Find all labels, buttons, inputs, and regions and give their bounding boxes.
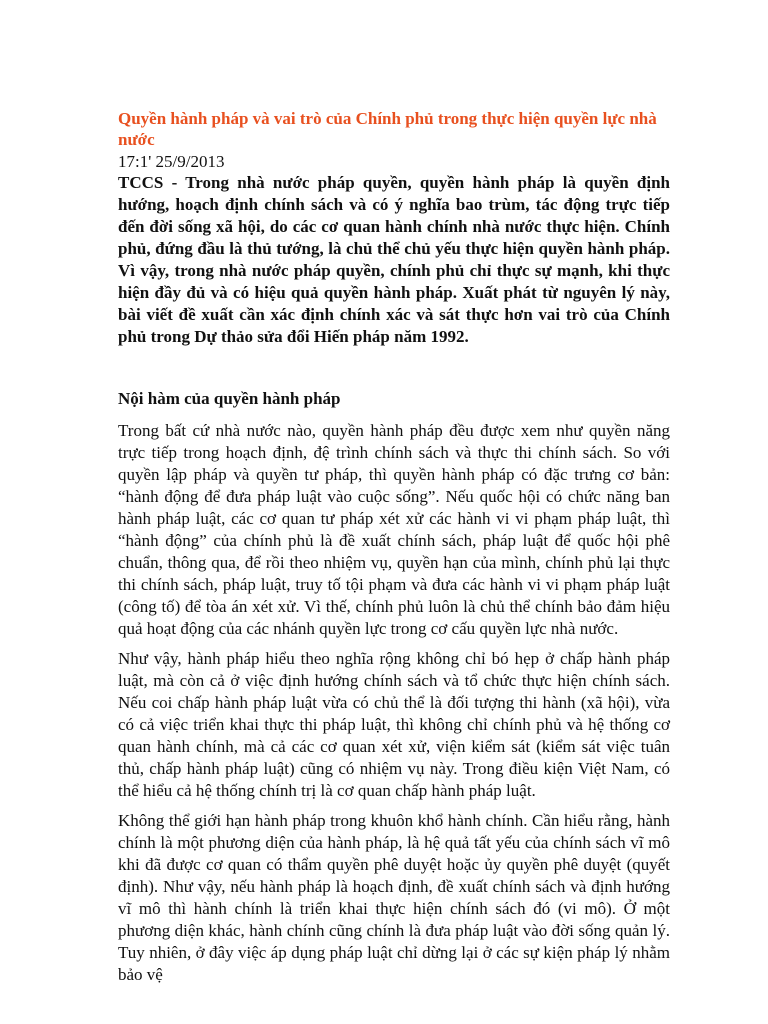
body-paragraph-1: Trong bất cứ nhà nước nào, quyền hành pháp đều được xem như quyền năng trực tiếp trong hoạch định, đệ trình chính sách và thực thi chính sách. So với quyền lập pháp và quyền tư pháp, thì quyền hành pháp có đặc trưng cơ bản: “hành động để đưa pháp luật vào cuộc sống”. Nếu quốc hội có chức năng ban hành pháp luật, các cơ quan tư pháp xét xử các hành vi vi phạm pháp luật, thì “hành động” của chính phủ là đề xuất chính sách, pháp luật để quốc hội phê chuẩn, thông qua, để rồi theo nhiệm vụ, quyền hạn của mình, chính phủ lại thực thi chính sách, pháp luật, truy tố tội phạm và đưa các hành vi vi phạm pháp luật (công tố) để tòa án xét xử. Vì thế, chính phủ luôn là chủ thể chính bảo đảm hiệu quả hoạt động của các nhánh quyền lực trong cơ cấu quyền lực nhà nước. [118, 421, 670, 638]
body-paragraph-3: Không thể giới hạn hành pháp trong khuôn khổ hành chính. Cần hiểu rằng, hành chính là một phương diện của hành pháp, là hệ quả tất yếu của chính sách vĩ mô khi đã được cơ quan có thẩm quyền phê duyệt hoặc ủy quyền phê duyệt (quyết định). Như vậy, nếu hành pháp là hoạch định, đề xuất chính sách và định hướng vĩ mô thì hành chính là triển khai thực hiện chính sách đó (vi mô). Ở một phương diện khác, hành chính cũng chính là đưa pháp luật vào đời sống quản lý. Tuy nhiên, ở đây việc áp dụng pháp luật chỉ dừng lại ở các sự kiện pháp lý nhằm bảo vệ [118, 811, 670, 984]
article-title: Quyền hành pháp và vai trò của Chính phủ trong thực hiện quyền lực nhà nước [118, 109, 657, 149]
body-paragraph-2: Như vậy, hành pháp hiểu theo nghĩa rộng không chỉ bó hẹp ở chấp hành pháp luật, mà còn cả ở việc định hướng chính sách và tổ chức thực hiện chính sách. Nếu coi chấp hành pháp luật vừa có chủ thể là đối tượng thi hành (xã hội), vừa có cả việc triển khai thực thi pháp luật, thì không chỉ chính phủ và hệ thống cơ quan hành chính, mà cả các cơ quan xét xử, viện kiểm sát (kiểm sát việc tuân thủ, chấp hành pháp luật) cũng có nhiệm vụ này. Trong điều kiện Việt Nam, có thể hiểu cả hệ thống chính trị là cơ quan chấp hành pháp luật. [118, 649, 670, 800]
article-datetime: 17:1' 25/9/2013 [118, 152, 225, 171]
section-heading: Nội hàm của quyền hành pháp [118, 389, 341, 408]
article-lead: TCCS - Trong nhà nước pháp quyền, quyền hành pháp là quyền định hướng, hoạch định chính sách và có ý nghĩa bao trùm, tác động trực tiếp đến đời sống xã hội, do các cơ quan hành chính nhà nước thực hiện. Chính phủ, đứng đầu là thủ tướng, là chủ thể chủ yếu thực hiện quyền hành pháp. Vì vậy, trong nhà nước pháp quyền, chính phủ chỉ thực sự mạnh, khi thực hiện đầy đủ và có hiệu quả quyền hành pháp. Xuất phát từ nguyên lý này, bài viết đề xuất cần xác định chính xác và sát thực hơn vai trò của Chính phủ trong Dự thảo sửa đổi Hiến pháp năm 1992. [118, 173, 670, 346]
